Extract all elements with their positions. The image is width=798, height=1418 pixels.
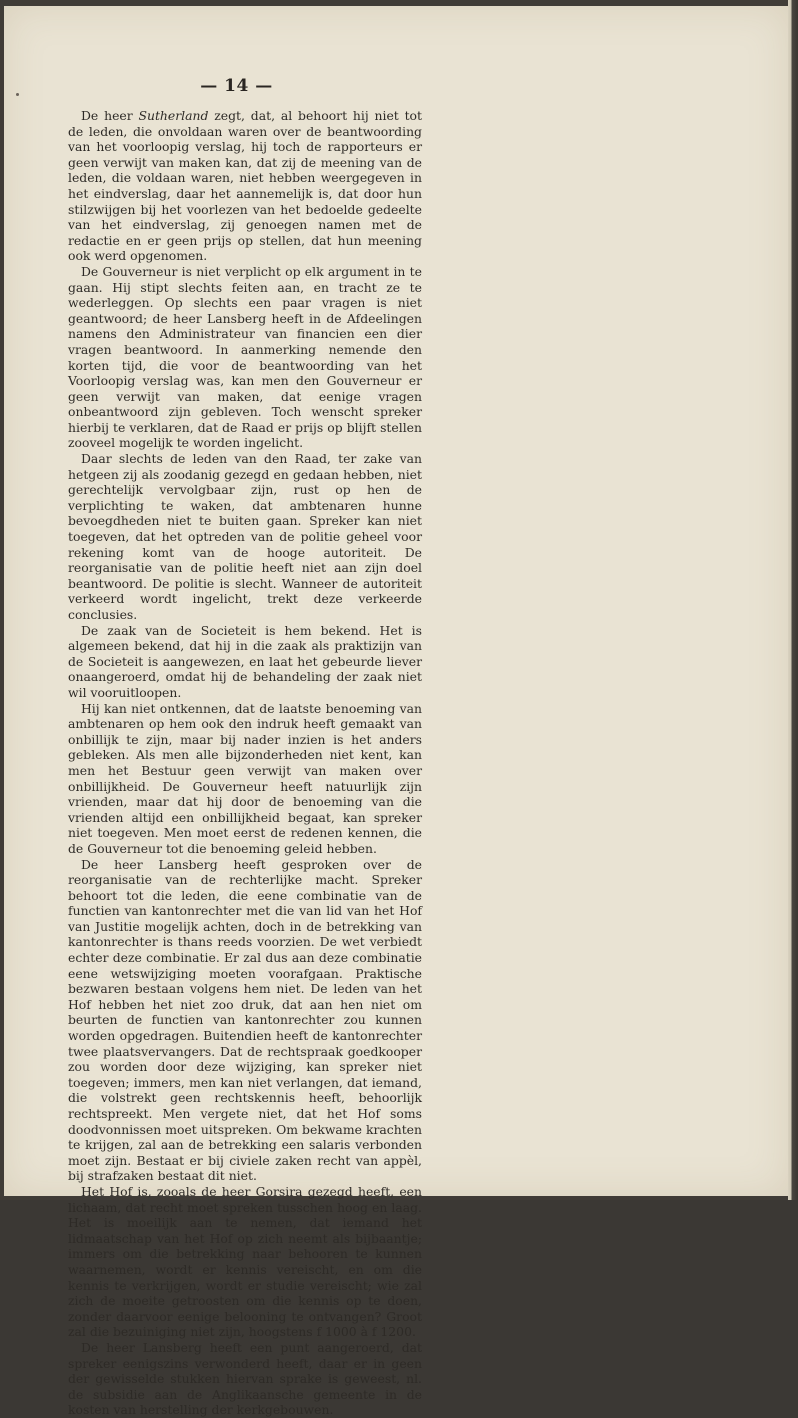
page-number: — 14 — bbox=[200, 76, 273, 96]
paragraph bbox=[68, 108, 422, 264]
paragraph: De heer Lansberg heeft gesproken over de reorganisatie van de rechterlijke macht. Spreker behoort tot die leden, die eene combinatie van de functien van kantonrechter met die van lid van het Hof van Justitie mogelijk achten, doch in de betrekking van kantonrechter is thans reeds voorzien. De wet verbiedt echter deze combinatie. Er zal dus aan deze combinatie eene wetswijziging moeten voorafgaan. Praktische bezwaren bestaan volgens hem niet. De leden van het Hof hebben het niet zoo druk, dat aan hen niet om beurten de functien van kantonrechter zou kunnen worden opgedragen. Buitendien heeft de kantonrechter twee plaatsvervangers. Dat de rechtspraak goedkooper zou worden door deze wijziging, kan spreker niet toegeven; immers, men kan niet verlangen, dat iemand, die volstrekt geen rechtskennis heeft, behoorlijk rechtspreekt. Men vergete niet, dat het Hof soms doodvonnissen moet uitspreken. Om bekwame krachten te krijgen, zal aan de betrekking een salaris verbonden moet zijn. Bestaat er bij civiele zaken recht van appèl, bij strafzaken bestaat dit niet. bbox=[68, 856, 422, 1184]
paragraph: Hij kan niet ontkennen, dat de laatste benoeming van ambtenaren op hem ook den indruk heeft gemaakt van onbillijk te zijn, maar bij nader inzien is het anders gebleken. Als men alle bijzonderheden niet kent, kan men het Bestuur geen verwijt van maken over onbillijkheid. De Gouverneur heeft natuurlijk zijn vrienden, maar dat hij door de benoeming van die vrienden altijd een onbillijkheid begaat, kan spreker niet toegeven. Men moet eerst de redenen kennen, die de Gouverneur tot die benoeming geleid hebben. bbox=[68, 700, 422, 856]
paragraph-text: zegt, dat, al behoort hij niet tot de leden, die onvoldaan waren over de beantwoording van het voorloopig verslag, hij toch de rapporteurs er geen verwijt van maken kan, dat zij de meening van de leden, die voldaan waren, niet hebben weergegeven in het eindverslag, daar het aannemelijk is, dat door hun stilzwijgen bij het voorlezen van het bedoelde gedeelte van het eindverslag, zij genoegen namen met de redactie en er geen prijs op stellen, dat hun meening ook werd opgenomen. bbox=[68, 108, 422, 264]
body-text bbox=[68, 108, 422, 1418]
document-page bbox=[4, 6, 788, 1418]
page-edge-shadow bbox=[788, 0, 798, 1200]
paragraph: De zaak van de Societeit is hem bekend. Het is algemeen bekend, dat hij in die zaak als praktizijn van de Societeit is aangewezen, en laat het gebeurde liever onaangeroerd, omdat hij de behandeling der zaak niet wil vooruitloopen. bbox=[68, 622, 422, 700]
paragraph: Het Hof is, zooals de heer Gorsira gezegd heeft, een lichaam, dat recht moet spreken tusschen hoog en laag. Het is moeilijk aan te nemen, dat iemand het lidmaatschap van het Hof op zich neemt als bijbaantje; immers om die betrekking naar behooren te kunnen waarnemen, wordt er kennis vereischt, en om die kennis te verkrijgen, wordt er studie vereischt; wie zal zich de moeite getroosten om die kennis op te doen, zonder daarvoor eenige belooning te ontvangen? Groot zal die bezuiniging niet zijn, hoogstens f 1000 à f 1200. bbox=[68, 1183, 422, 1340]
paragraph: De Gouverneur is niet verplicht op elk argument in te gaan. Hij stipt slechts feiten aan, en tracht ze te wederleggen. Op slechts een paar vragen is niet geantwoord; de heer Lansberg heeft in de Afdeelingen namens den Administrateur van financien een dier vragen beantwoord. In aanmerking nemende den korten tijd, die voor de beantwoording van het Voorloopig verslag was, kan men den Gouverneur er geen verwijt van maken, dat eenige vragen onbeantwoord zijn gebleven. Toch wenscht spreker hierbij te verklaren, dat de Raad er prijs op blijft stellen zooveel mogelijk te worden ingelicht. bbox=[68, 263, 422, 451]
paragraph-lead: De heer bbox=[81, 108, 139, 123]
paragraph: De heer Lansberg heeft een punt aangeroerd, dat spreker eenigszins verwonderd heeft, daar er in geen der gewisselde stukken hiervan sprake is geweest, nl. de subsidie aan de Anglikaansche gemeente in de kosten van herstelling der kerkgebouwen. bbox=[68, 1339, 422, 1418]
paragraph: Daar slechts de leden van den Raad, ter zake van hetgeen zij als zoodanig gezegd en gedaan hebben, niet gerechtelijk vervolgbaar zijn, rust op hen de verplichting te waken, dat ambtenaren hunne bevoegdheden niet te buiten gaan. Spreker kan niet toegeven, dat het optreden van de politie geheel voor rekening komt van de hooge autoriteit. De reorganisatie van de politie heeft niet aan zijn doel beantwoord. De politie is slecht. Wanneer de autoriteit verkeerd wordt ingelicht, trekt deze verkeerde conclusies. bbox=[68, 451, 422, 622]
speaker-name: Sutherland bbox=[138, 108, 209, 123]
